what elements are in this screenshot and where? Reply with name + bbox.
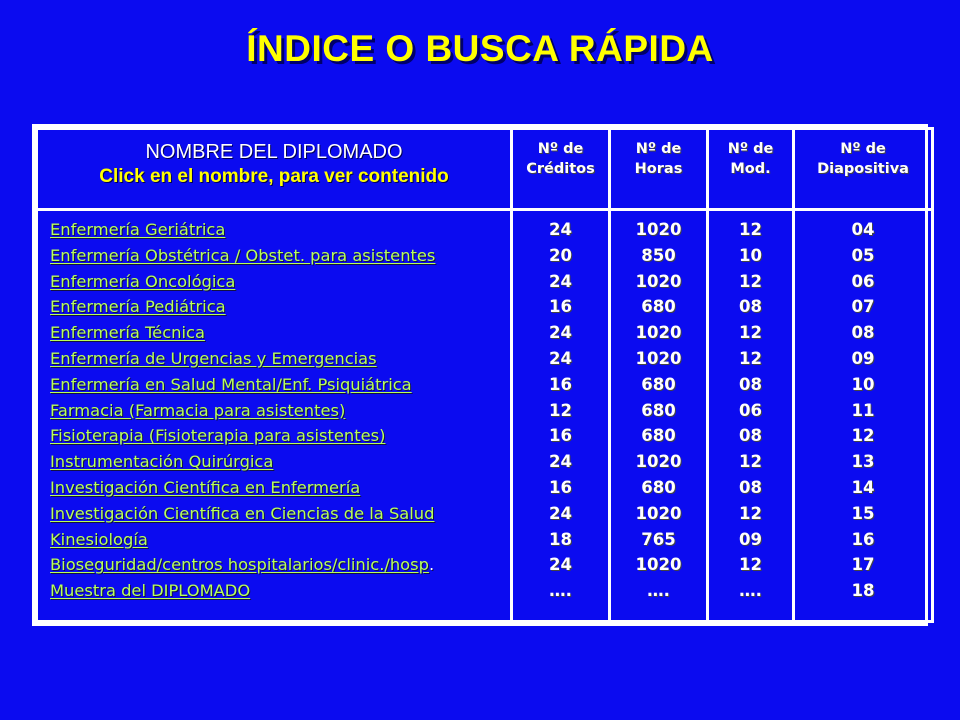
diplomado-link[interactable] [50, 294, 510, 320]
diplomado-link[interactable] [50, 449, 510, 475]
diplomado-link[interactable] [50, 320, 510, 346]
diapositiva-value: 09 [851, 348, 875, 368]
diapositiva-value: 11 [851, 400, 875, 420]
horas-value: 680 [641, 400, 676, 420]
horas-value: 680 [641, 297, 676, 317]
header-mod-line1: Nº de [727, 141, 774, 157]
diapositiva-value: 12 [851, 426, 875, 446]
horas-value: 1020 [635, 271, 682, 291]
header-creditos-line1: Nº de [537, 141, 584, 157]
diapositiva-value: 10 [851, 374, 875, 394]
creditos-value: 16 [549, 297, 572, 317]
horas-value: 680 [641, 477, 676, 497]
creditos-value: 16 [549, 374, 572, 394]
mod-value: 12 [739, 271, 762, 291]
diapositiva-value: 14 [851, 477, 875, 497]
diapositiva-value: 04 [851, 220, 875, 239]
header-diapositiva [794, 129, 933, 210]
diplomado-link-label: Enfermería Técnica [50, 323, 205, 343]
index-table [35, 127, 934, 623]
diplomado-link[interactable] [50, 552, 510, 578]
header-creditos-line2: Créditos [526, 161, 595, 177]
diplomado-link[interactable] [50, 269, 510, 295]
creditos-value: 16 [549, 426, 572, 446]
creditos-value: 24 [549, 452, 572, 472]
diplomado-link-label: Enfermería Oncológica [50, 271, 236, 291]
diplomado-link-label: Kinesiología [50, 529, 148, 549]
mod-value: 08 [739, 477, 762, 497]
mod-value: 08 [739, 426, 762, 446]
diplomado-link[interactable] [50, 423, 510, 449]
mod-value: 09 [739, 529, 762, 549]
table-body-row [37, 210, 933, 622]
creditos-value: 16 [549, 477, 572, 497]
header-nombre-cell [37, 129, 512, 210]
creditos-value: 24 [549, 503, 572, 523]
diapositiva-value: 08 [851, 323, 875, 343]
diplomado-link-label: Enfermería Pediátrica [50, 297, 226, 317]
diplomado-link[interactable] [50, 243, 510, 269]
diplomado-link[interactable] [50, 578, 510, 604]
mod-value: 08 [739, 374, 762, 394]
horas-value: 765 [641, 529, 676, 549]
mod-value: 08 [739, 297, 762, 317]
header-creditos [512, 129, 610, 210]
horas-value: 1020 [635, 348, 682, 368]
diplomado-link-label: Fisioterapia (Fisioterapia para asistentes) [50, 426, 386, 446]
diplomado-link-label: Enfermería de Urgencias y Emergencias [50, 348, 377, 368]
horas-value: 1020 [635, 220, 682, 239]
header-nombre-title: NOMBRE DEL DIPLOMADO [145, 141, 403, 163]
header-nombre-hint: Click en el nombre, para ver contenido [99, 166, 449, 187]
horas-value: …. [647, 581, 670, 601]
header-diapositiva-line2: Diapositiva [817, 161, 909, 177]
diapositiva-value: 06 [851, 271, 875, 291]
creditos-value: 12 [549, 400, 572, 420]
creditos-value: 24 [549, 271, 572, 291]
creditos-value: 24 [549, 323, 572, 343]
mod-column [708, 210, 794, 622]
diplomado-link-label: Investigación Científica en Ciencias de la Salud [50, 503, 435, 523]
horas-value: 1020 [635, 555, 682, 575]
diapositiva-value: 05 [851, 245, 875, 265]
mod-value: 10 [739, 245, 762, 265]
mod-value: 12 [739, 503, 762, 523]
horas-value: 680 [641, 426, 676, 446]
creditos-column [512, 210, 610, 622]
horas-column [610, 210, 708, 622]
mod-value: 12 [739, 555, 762, 575]
creditos-value: 18 [549, 529, 572, 549]
page-title: ÍNDICE O BUSCA RÁPIDA [246, 28, 714, 69]
diplomado-link-label: Enfermería Obstétrica / Obstet. para asistentes [50, 245, 436, 265]
diplomado-link-label: Investigación Científica en Enfermería [50, 477, 361, 497]
mod-value: 12 [739, 323, 762, 343]
mod-value: …. [739, 581, 762, 601]
header-horas [610, 129, 708, 210]
creditos-value: …. [549, 581, 572, 601]
horas-value: 850 [641, 245, 676, 265]
header-mod [708, 129, 794, 210]
header-diapositiva-line1: Nº de [840, 141, 886, 157]
diapositiva-column [794, 210, 933, 622]
table-header-row [37, 129, 933, 210]
diapositiva-value: 18 [851, 581, 875, 601]
diplomado-link-label: Muestra del DIPLOMADO [50, 581, 251, 601]
diplomado-link[interactable] [50, 372, 510, 398]
diapositiva-value: 15 [851, 503, 875, 523]
diplomado-link-label: Farmacia (Farmacia para asistentes) [50, 400, 346, 420]
horas-value: 1020 [635, 452, 682, 472]
diplomado-link-label: Enfermería en Salud Mental/Enf. Psiquiátrica [50, 374, 412, 394]
diapositiva-value: 16 [851, 529, 875, 549]
diplomado-link-label: Bioseguridad/centros hospitalarios/clinic./hosp [50, 555, 429, 575]
horas-value: 1020 [635, 323, 682, 343]
creditos-value: 24 [549, 348, 572, 368]
creditos-value: 24 [549, 220, 572, 239]
horas-value: 680 [641, 374, 676, 394]
mod-value: 12 [739, 220, 762, 239]
creditos-value: 20 [549, 245, 572, 265]
diapositiva-value: 07 [851, 297, 875, 317]
diplomado-link[interactable] [50, 346, 510, 372]
diplomado-link-label: Enfermería Geriátrica [50, 220, 226, 239]
index-table-frame [32, 124, 928, 626]
header-horas-line2: Horas [634, 161, 683, 177]
diapositiva-value: 17 [851, 555, 875, 575]
mod-value: 12 [739, 348, 762, 368]
diplomado-link[interactable] [50, 217, 510, 243]
diplomado-names-column [37, 210, 512, 622]
diplomado-link-label: Instrumentación Quirúrgica [50, 452, 274, 472]
creditos-value: 24 [549, 555, 572, 575]
diplomado-link[interactable] [50, 475, 510, 501]
diplomado-link[interactable] [50, 527, 510, 553]
header-horas-line1: Nº de [635, 141, 682, 157]
mod-value: 06 [739, 400, 762, 420]
header-mod-line2: Mod. [730, 161, 771, 177]
diplomado-link[interactable] [50, 501, 510, 527]
diapositiva-value: 13 [851, 452, 875, 472]
mod-value: 12 [739, 452, 762, 472]
diplomado-link[interactable] [50, 398, 510, 424]
horas-value: 1020 [635, 503, 682, 523]
diplomado-link-suffix: . [428, 555, 435, 575]
